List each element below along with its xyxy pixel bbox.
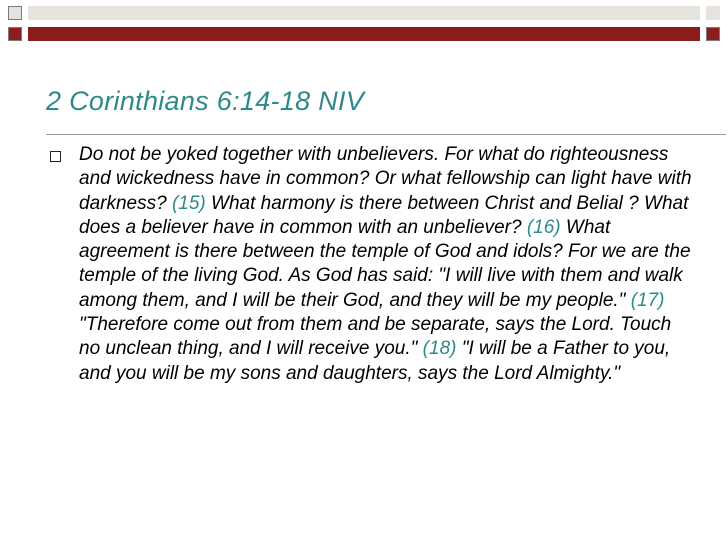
passage-text: "I will be a Father to you, and you will be my sons and daughters, says the Lord Almighty." [79, 338, 671, 384]
slide-header-decoration [0, 0, 728, 44]
header-gray-row [8, 5, 720, 20]
verse-number: (15) [171, 192, 206, 214]
header-red-square-left [8, 27, 22, 41]
verse-number: (18) [422, 338, 457, 360]
passage-text: "Therefore come out from them and be separate, says the Lord. Touch no unclean thing, and I will receive you." [79, 314, 672, 360]
header-gray-strip [28, 6, 700, 20]
verse-number: (17) [630, 289, 665, 311]
verse-number: (16) [526, 216, 561, 238]
header-square-right [706, 6, 720, 20]
slide-title: 2 Corinthians 6:14-18 NIV [46, 86, 365, 116]
passage-text: Do not be yoked together with unbelievers. For what do righteousness and wickedness have in common? Or what fellowship can light have with darkness? [79, 144, 692, 214]
passage-text: What harmony is there between Christ and Belial ? What does a believer have in common with an unbeliever? [79, 192, 689, 238]
scripture-passage [79, 143, 694, 386]
header-red-strip [28, 27, 700, 41]
passage-text: What agreement is there between the temple of God and idols? For we are the temple of the living God. As God has said: "I will live with them and walk among them, and I will be their God, and they will be my people." [79, 216, 691, 311]
bullet-square-icon [50, 151, 61, 162]
header-red-row [8, 26, 720, 42]
title-divider [46, 134, 726, 135]
header-red-square-right [706, 27, 720, 41]
header-square-left [8, 6, 22, 20]
